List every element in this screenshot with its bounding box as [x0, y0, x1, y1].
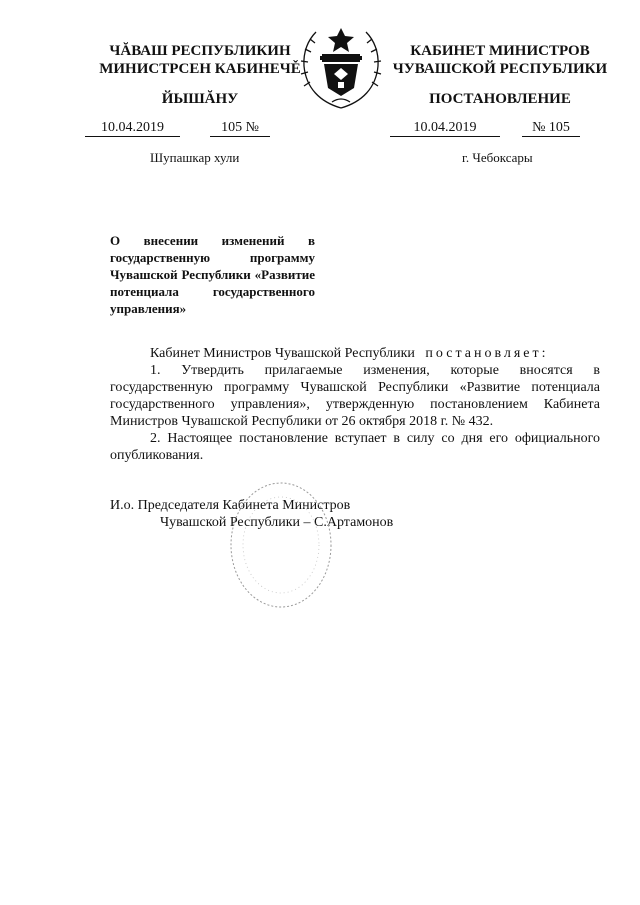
item-1-paragraph: 1. Утвердить прилагаемые изменения, которые вносятся в государственную программу Чувашской Республики «Развитие потенциала государственного управления», утвержденную постановлением Кабинета Министров Чувашской Республики от 26 октября 2018 г. № 432.	[110, 363, 600, 429]
intro-paragraph	[110, 345, 600, 362]
left-organization-name	[95, 42, 305, 78]
left-place: Шупашкар хули	[150, 150, 240, 165]
document-subject: О внесении изменений в государственную программу Чувашской Республики «Развитие потенциала государственного управления»	[110, 233, 315, 316]
left-number-field: 105 №	[210, 120, 270, 137]
signature-name: Чувашской Республики – С.Артамонов	[160, 515, 394, 530]
right-place: г. Чебоксары	[462, 150, 533, 165]
left-date-field: 10.04.2019	[85, 120, 180, 137]
right-number-field: № 105	[522, 120, 580, 137]
item-2-paragraph: 2. Настоящее постановление вступает в силу со дня его официального опубликования.	[110, 431, 600, 463]
left-org-line2: МИНИСТРСЕН КАБИНЕЧĚ	[99, 61, 301, 77]
left-org-line1: ЧĂВАШ РЕСПУБЛИКИН	[109, 43, 291, 59]
right-org-line1: КАБИНЕТ МИНИСТРОВ	[410, 43, 590, 59]
right-org-line2: ЧУВАШСКОЙ РЕСПУБЛИКИ	[392, 61, 608, 77]
right-document-type: ПОСТАНОВЛЕНИЕ	[429, 91, 571, 107]
intro-lead: Кабинет Министров Чувашской Республики	[150, 346, 415, 361]
left-document-type: ЙЫШĂНУ	[161, 91, 239, 107]
right-organization-name	[390, 42, 610, 78]
right-date-field: 10.04.2019	[390, 120, 500, 137]
signature-title: И.о. Председателя Кабинета Министров	[110, 498, 351, 513]
chuvash-coat-of-arms-icon	[298, 22, 384, 110]
official-stamp-icon	[226, 478, 336, 613]
intro-verb: постановляет:	[425, 346, 549, 361]
